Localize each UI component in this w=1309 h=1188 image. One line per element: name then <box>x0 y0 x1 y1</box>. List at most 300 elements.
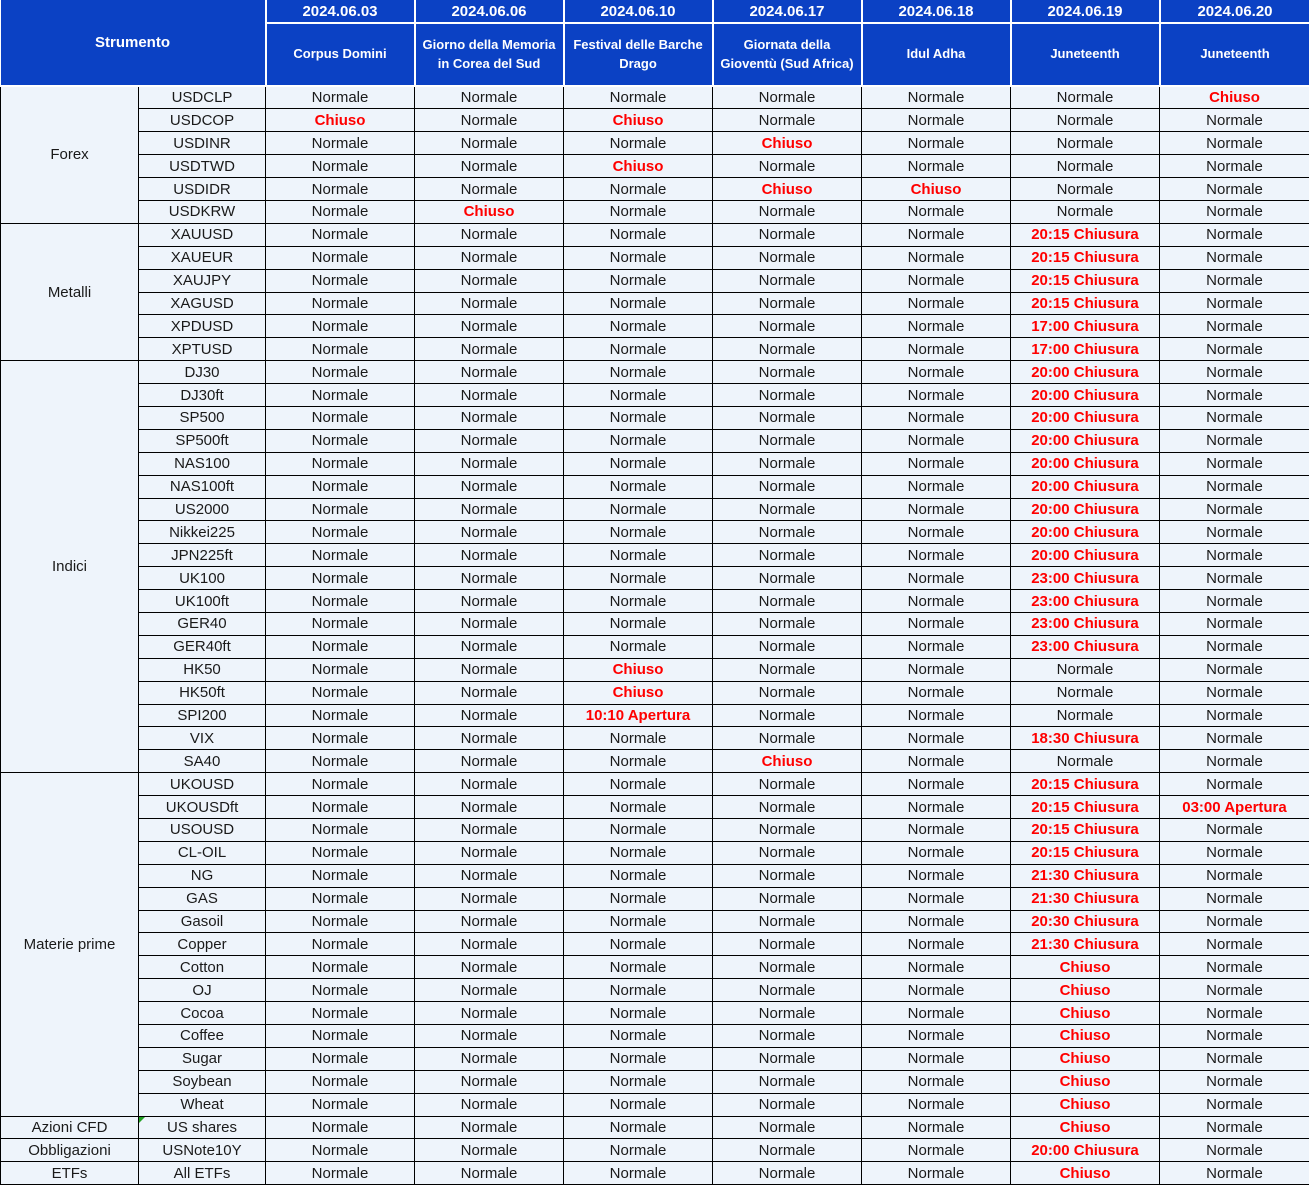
column-header-holiday: Juneteenth <box>1011 23 1160 86</box>
schedule-cell: Chiuso <box>1011 1070 1160 1093</box>
schedule-cell: Normale <box>415 567 564 590</box>
schedule-cell: Normale <box>1160 292 1309 315</box>
schedule-cell: Normale <box>862 544 1011 567</box>
schedule-cell: Normale <box>713 773 862 796</box>
schedule-cell: Normale <box>1160 658 1309 681</box>
schedule-cell: 20:15 Chiusura <box>1011 269 1160 292</box>
schedule-cell: Normale <box>1011 86 1160 109</box>
schedule-cell: Normale <box>564 1002 713 1025</box>
schedule-cell: Normale <box>564 178 713 201</box>
column-header-holiday: Corpus Domini <box>266 23 415 86</box>
schedule-cell: Normale <box>713 819 862 842</box>
schedule-cell: Normale <box>266 704 415 727</box>
instrument-cell: JPN225ft <box>139 544 266 567</box>
table-row <box>1 132 1309 155</box>
schedule-cell: Normale <box>564 315 713 338</box>
instrument-cell: NG <box>139 864 266 887</box>
instrument-cell: XPTUSD <box>139 338 266 361</box>
instrument-cell: Cotton <box>139 956 266 979</box>
schedule-cell: Normale <box>415 178 564 201</box>
schedule-cell: Normale <box>862 887 1011 910</box>
table-row <box>1 1116 1309 1139</box>
table-row <box>1 361 1309 384</box>
table-body <box>1 86 1309 1185</box>
schedule-cell: 10:10 Apertura <box>564 704 713 727</box>
schedule-cell: Normale <box>862 590 1011 613</box>
schedule-cell: Normale <box>1160 567 1309 590</box>
table-row <box>1 979 1309 1002</box>
schedule-cell: Normale <box>713 475 862 498</box>
schedule-cell: Normale <box>713 727 862 750</box>
schedule-cell: Normale <box>1160 384 1309 407</box>
table-row <box>1 887 1309 910</box>
instrument-cell: US2000 <box>139 498 266 521</box>
schedule-cell: 20:00 Chiusura <box>1011 384 1160 407</box>
schedule-cell: Normale <box>1160 773 1309 796</box>
schedule-cell: Normale <box>1160 1025 1309 1048</box>
schedule-cell: Normale <box>713 406 862 429</box>
schedule-cell: Normale <box>415 590 564 613</box>
table-row <box>1 406 1309 429</box>
schedule-cell: Normale <box>1160 864 1309 887</box>
instrument-cell: UK100ft <box>139 590 266 613</box>
schedule-cell: Normale <box>1160 1162 1309 1185</box>
schedule-cell: Normale <box>862 1116 1011 1139</box>
instrument-cell: XAUJPY <box>139 269 266 292</box>
schedule-cell: Normale <box>862 109 1011 132</box>
schedule-cell: Normale <box>266 750 415 773</box>
schedule-cell: Normale <box>266 475 415 498</box>
table-row <box>1 429 1309 452</box>
instrument-cell: Wheat <box>139 1093 266 1116</box>
table-row <box>1 269 1309 292</box>
instrument-cell: USDKRW <box>139 200 266 223</box>
instrument-cell: SPI200 <box>139 704 266 727</box>
schedule-cell: Normale <box>1160 544 1309 567</box>
table-row <box>1 1047 1309 1070</box>
table-row <box>1 1139 1309 1162</box>
schedule-cell: Chiuso <box>713 750 862 773</box>
schedule-cell: Normale <box>1160 155 1309 178</box>
schedule-cell: Normale <box>1160 635 1309 658</box>
category-cell: Materie prime <box>1 773 139 1116</box>
schedule-cell: Normale <box>266 773 415 796</box>
schedule-cell: Normale <box>1160 452 1309 475</box>
instrument-cell: Cocoa <box>139 1002 266 1025</box>
schedule-cell: Normale <box>862 86 1011 109</box>
schedule-cell: Normale <box>564 132 713 155</box>
schedule-cell: Normale <box>266 452 415 475</box>
schedule-cell: Chiuso <box>564 681 713 704</box>
schedule-cell: Normale <box>266 406 415 429</box>
table-row <box>1 750 1309 773</box>
schedule-cell: Normale <box>266 498 415 521</box>
schedule-cell: Normale <box>1160 887 1309 910</box>
category-cell: Metalli <box>1 223 139 360</box>
schedule-cell: Normale <box>266 841 415 864</box>
schedule-cell: Normale <box>1011 750 1160 773</box>
table-row <box>1 200 1309 223</box>
schedule-cell: Normale <box>564 1139 713 1162</box>
schedule-cell: Normale <box>1160 132 1309 155</box>
instrument-cell: CL-OIL <box>139 841 266 864</box>
schedule-cell: Normale <box>564 819 713 842</box>
schedule-cell: Normale <box>1011 200 1160 223</box>
schedule-cell: Normale <box>862 132 1011 155</box>
schedule-cell: Normale <box>564 956 713 979</box>
column-header-date: 2024.06.18 <box>862 0 1011 23</box>
instrument-cell: DJ30ft <box>139 384 266 407</box>
schedule-cell: Normale <box>862 750 1011 773</box>
schedule-cell: Normale <box>415 864 564 887</box>
schedule-cell: Normale <box>1160 1139 1309 1162</box>
column-header-holiday: Juneteenth <box>1160 23 1309 86</box>
schedule-cell: Normale <box>713 452 862 475</box>
schedule-cell: Normale <box>862 429 1011 452</box>
schedule-cell: Normale <box>713 86 862 109</box>
schedule-cell: Normale <box>564 773 713 796</box>
table-row <box>1 658 1309 681</box>
schedule-cell: Normale <box>266 86 415 109</box>
schedule-cell: Normale <box>713 498 862 521</box>
schedule-cell: Normale <box>415 1047 564 1070</box>
schedule-cell: Normale <box>564 521 713 544</box>
schedule-cell: Normale <box>564 452 713 475</box>
instrument-cell: GER40ft <box>139 635 266 658</box>
instrument-cell: UK100 <box>139 567 266 590</box>
schedule-cell: 23:00 Chiusura <box>1011 612 1160 635</box>
schedule-cell: Normale <box>862 773 1011 796</box>
schedule-cell: Normale <box>266 681 415 704</box>
schedule-cell: Normale <box>862 979 1011 1002</box>
category-cell: ETFs <box>1 1162 139 1185</box>
schedule-cell: 21:30 Chiusura <box>1011 933 1160 956</box>
schedule-cell: Normale <box>862 612 1011 635</box>
schedule-cell: Chiuso <box>1011 1162 1160 1185</box>
schedule-cell: Normale <box>713 658 862 681</box>
schedule-cell: Normale <box>1160 109 1309 132</box>
schedule-cell: Normale <box>1160 933 1309 956</box>
instrument-cell: Copper <box>139 933 266 956</box>
schedule-cell: Normale <box>713 887 862 910</box>
schedule-cell: Normale <box>1160 819 1309 842</box>
table-row <box>1 819 1309 842</box>
table-row <box>1 910 1309 933</box>
schedule-cell: Normale <box>564 933 713 956</box>
schedule-cell: Normale <box>266 612 415 635</box>
schedule-cell: Normale <box>862 200 1011 223</box>
schedule-cell: Normale <box>1160 1116 1309 1139</box>
schedule-cell: Chiuso <box>564 155 713 178</box>
schedule-cell: Normale <box>713 361 862 384</box>
schedule-cell: 20:00 Chiusura <box>1011 406 1160 429</box>
table-row <box>1 1002 1309 1025</box>
schedule-cell: Chiuso <box>564 658 713 681</box>
schedule-cell: Normale <box>564 1025 713 1048</box>
schedule-cell: Normale <box>862 315 1011 338</box>
schedule-cell: Normale <box>415 910 564 933</box>
instrument-cell: VIX <box>139 727 266 750</box>
column-header-date: 2024.06.10 <box>564 0 713 23</box>
schedule-cell: Normale <box>1160 223 1309 246</box>
schedule-cell: Normale <box>564 864 713 887</box>
schedule-cell: Normale <box>713 315 862 338</box>
table-row <box>1 223 1309 246</box>
schedule-cell: Normale <box>564 750 713 773</box>
schedule-cell: Normale <box>266 979 415 1002</box>
schedule-cell: Normale <box>266 1047 415 1070</box>
table-header <box>1 0 1309 86</box>
schedule-cell: Normale <box>415 132 564 155</box>
table-row <box>1 109 1309 132</box>
schedule-cell: Normale <box>266 1116 415 1139</box>
schedule-cell: Normale <box>266 1002 415 1025</box>
schedule-cell: Normale <box>415 635 564 658</box>
schedule-cell: Normale <box>713 979 862 1002</box>
schedule-cell: Normale <box>862 338 1011 361</box>
schedule-cell: Normale <box>1160 475 1309 498</box>
schedule-cell: Normale <box>1160 841 1309 864</box>
table-row <box>1 315 1309 338</box>
schedule-cell: Normale <box>713 1116 862 1139</box>
schedule-cell: Normale <box>862 269 1011 292</box>
instrument-cell: SP500 <box>139 406 266 429</box>
schedule-cell: Normale <box>862 704 1011 727</box>
column-header-date: 2024.06.03 <box>266 0 415 23</box>
schedule-cell: Normale <box>564 590 713 613</box>
schedule-cell: Normale <box>713 704 862 727</box>
schedule-cell: Normale <box>564 246 713 269</box>
schedule-cell: Normale <box>862 406 1011 429</box>
schedule-cell: Normale <box>713 246 862 269</box>
table-row <box>1 1070 1309 1093</box>
schedule-cell: Normale <box>862 1162 1011 1185</box>
instrument-cell: Gasoil <box>139 910 266 933</box>
schedule-cell: Normale <box>1011 132 1160 155</box>
schedule-cell: Normale <box>266 933 415 956</box>
schedule-cell: Normale <box>1160 910 1309 933</box>
schedule-cell: Normale <box>713 1093 862 1116</box>
instrument-cell: XAUUSD <box>139 223 266 246</box>
schedule-cell: Normale <box>415 979 564 1002</box>
schedule-cell: Normale <box>564 612 713 635</box>
schedule-cell: 20:15 Chiusura <box>1011 246 1160 269</box>
instrument-cell: USDCOP <box>139 109 266 132</box>
schedule-cell: Normale <box>862 384 1011 407</box>
schedule-cell: Chiuso <box>1011 1093 1160 1116</box>
schedule-cell: Normale <box>415 452 564 475</box>
schedule-cell: 21:30 Chiusura <box>1011 864 1160 887</box>
schedule-cell: Normale <box>415 956 564 979</box>
schedule-cell: Chiuso <box>713 178 862 201</box>
schedule-cell: Normale <box>1160 269 1309 292</box>
schedule-cell: Normale <box>713 521 862 544</box>
schedule-cell: 03:00 Apertura <box>1160 796 1309 819</box>
column-header-date: 2024.06.19 <box>1011 0 1160 23</box>
table-row <box>1 590 1309 613</box>
schedule-cell: Normale <box>862 864 1011 887</box>
schedule-cell: Normale <box>266 1162 415 1185</box>
instrument-cell: Nikkei225 <box>139 521 266 544</box>
schedule-cell: Normale <box>862 223 1011 246</box>
schedule-cell: Normale <box>415 155 564 178</box>
schedule-cell: Normale <box>862 635 1011 658</box>
schedule-cell: Normale <box>1160 956 1309 979</box>
column-header-date: 2024.06.06 <box>415 0 564 23</box>
schedule-cell: Normale <box>862 155 1011 178</box>
schedule-cell: 20:30 Chiusura <box>1011 910 1160 933</box>
schedule-cell: Normale <box>266 384 415 407</box>
schedule-cell: Normale <box>713 1002 862 1025</box>
schedule-cell: Normale <box>564 200 713 223</box>
column-header-holiday: Idul Adha <box>862 23 1011 86</box>
schedule-cell: 17:00 Chiusura <box>1011 315 1160 338</box>
schedule-cell: Normale <box>862 452 1011 475</box>
schedule-cell: 20:15 Chiusura <box>1011 773 1160 796</box>
schedule-cell: Normale <box>266 269 415 292</box>
schedule-cell: 20:00 Chiusura <box>1011 452 1160 475</box>
schedule-cell: Normale <box>713 910 862 933</box>
schedule-cell: Normale <box>1160 521 1309 544</box>
schedule-cell: Normale <box>713 841 862 864</box>
table-row <box>1 338 1309 361</box>
schedule-cell: Normale <box>1160 1002 1309 1025</box>
table-row <box>1 612 1309 635</box>
instrument-cell: XPDUSD <box>139 315 266 338</box>
schedule-cell: Normale <box>415 841 564 864</box>
schedule-cell: Normale <box>862 681 1011 704</box>
instrument-cell: HK50ft <box>139 681 266 704</box>
schedule-cell: Normale <box>713 956 862 979</box>
schedule-cell: Normale <box>862 1002 1011 1025</box>
schedule-cell: Normale <box>415 727 564 750</box>
schedule-cell: Chiuso <box>1011 1047 1160 1070</box>
table-row <box>1 704 1309 727</box>
instrument-cell: Sugar <box>139 1047 266 1070</box>
schedule-cell: Normale <box>713 338 862 361</box>
schedule-cell: 20:00 Chiusura <box>1011 498 1160 521</box>
instrument-cell: USDIDR <box>139 178 266 201</box>
schedule-cell: Normale <box>415 612 564 635</box>
instrument-cell: Soybean <box>139 1070 266 1093</box>
table-row <box>1 86 1309 109</box>
schedule-cell: Normale <box>266 155 415 178</box>
schedule-cell: Normale <box>564 361 713 384</box>
schedule-cell: Normale <box>415 361 564 384</box>
schedule-cell: Normale <box>862 567 1011 590</box>
schedule-cell: Normale <box>862 498 1011 521</box>
schedule-cell: 20:15 Chiusura <box>1011 223 1160 246</box>
schedule-cell: Normale <box>564 86 713 109</box>
instrument-cell: USNote10Y <box>139 1139 266 1162</box>
schedule-cell: Normale <box>1011 658 1160 681</box>
schedule-cell: Normale <box>1160 612 1309 635</box>
schedule-cell: Normale <box>1160 681 1309 704</box>
table-row <box>1 727 1309 750</box>
schedule-cell: Normale <box>266 544 415 567</box>
column-header-holiday: Giornata della Gioventù (Sud Africa) <box>713 23 862 86</box>
schedule-cell: 20:15 Chiusura <box>1011 841 1160 864</box>
schedule-cell: Normale <box>266 178 415 201</box>
schedule-cell: Normale <box>862 246 1011 269</box>
schedule-cell: Normale <box>713 796 862 819</box>
schedule-cell: Normale <box>1011 681 1160 704</box>
schedule-cell: Normale <box>266 521 415 544</box>
schedule-cell: Normale <box>713 384 862 407</box>
schedule-cell: 20:00 Chiusura <box>1011 475 1160 498</box>
schedule-cell: Normale <box>415 1002 564 1025</box>
schedule-cell: Normale <box>713 1025 862 1048</box>
schedule-cell: Normale <box>266 338 415 361</box>
schedule-cell: Chiuso <box>266 109 415 132</box>
schedule-cell: Chiuso <box>1160 86 1309 109</box>
schedule-cell: Normale <box>862 361 1011 384</box>
schedule-cell: 20:15 Chiusura <box>1011 819 1160 842</box>
schedule-cell: Normale <box>266 864 415 887</box>
schedule-cell: Normale <box>862 727 1011 750</box>
schedule-cell: Normale <box>862 910 1011 933</box>
schedule-cell: Normale <box>1011 704 1160 727</box>
schedule-cell: Normale <box>713 1162 862 1185</box>
schedule-cell: Chiuso <box>862 178 1011 201</box>
table-row <box>1 933 1309 956</box>
instrument-cell: USDINR <box>139 132 266 155</box>
schedule-cell: Chiuso <box>415 200 564 223</box>
schedule-cell: Normale <box>564 979 713 1002</box>
schedule-cell: 20:00 Chiusura <box>1011 361 1160 384</box>
schedule-cell: Normale <box>266 658 415 681</box>
instrument-cell: USDCLP <box>139 86 266 109</box>
schedule-cell: Normale <box>862 1139 1011 1162</box>
schedule-cell: Chiuso <box>1011 979 1160 1002</box>
schedule-cell: Normale <box>415 498 564 521</box>
schedule-cell: Normale <box>713 292 862 315</box>
instrument-cell: XAGUSD <box>139 292 266 315</box>
schedule-cell: Normale <box>266 819 415 842</box>
schedule-cell: Normale <box>713 635 862 658</box>
schedule-cell: Normale <box>415 819 564 842</box>
schedule-cell: Normale <box>564 727 713 750</box>
schedule-cell: Normale <box>564 1162 713 1185</box>
schedule-cell: Normale <box>415 521 564 544</box>
instrument-cell: GER40 <box>139 612 266 635</box>
schedule-cell: Normale <box>564 1070 713 1093</box>
schedule-cell: Normale <box>266 132 415 155</box>
schedule-cell: Normale <box>415 475 564 498</box>
schedule-cell: Normale <box>713 200 862 223</box>
schedule-cell: Normale <box>266 292 415 315</box>
schedule-cell: Normale <box>415 429 564 452</box>
schedule-cell: Normale <box>713 681 862 704</box>
schedule-cell: Normale <box>266 246 415 269</box>
table-row <box>1 521 1309 544</box>
table-row <box>1 635 1309 658</box>
schedule-cell: Normale <box>266 567 415 590</box>
table-row <box>1 567 1309 590</box>
schedule-cell: Normale <box>713 269 862 292</box>
schedule-cell: Normale <box>564 567 713 590</box>
column-header-holiday: Giorno della Memoria in Corea del Sud <box>415 23 564 86</box>
schedule-cell: Normale <box>266 361 415 384</box>
schedule-cell: Normale <box>415 704 564 727</box>
schedule-cell: Normale <box>713 612 862 635</box>
schedule-cell: Normale <box>1011 178 1160 201</box>
instrument-cell: US shares <box>139 1116 266 1139</box>
schedule-cell: Normale <box>415 315 564 338</box>
table-row <box>1 1162 1309 1185</box>
schedule-cell: Chiuso <box>1011 1002 1160 1025</box>
schedule-cell: Normale <box>564 796 713 819</box>
